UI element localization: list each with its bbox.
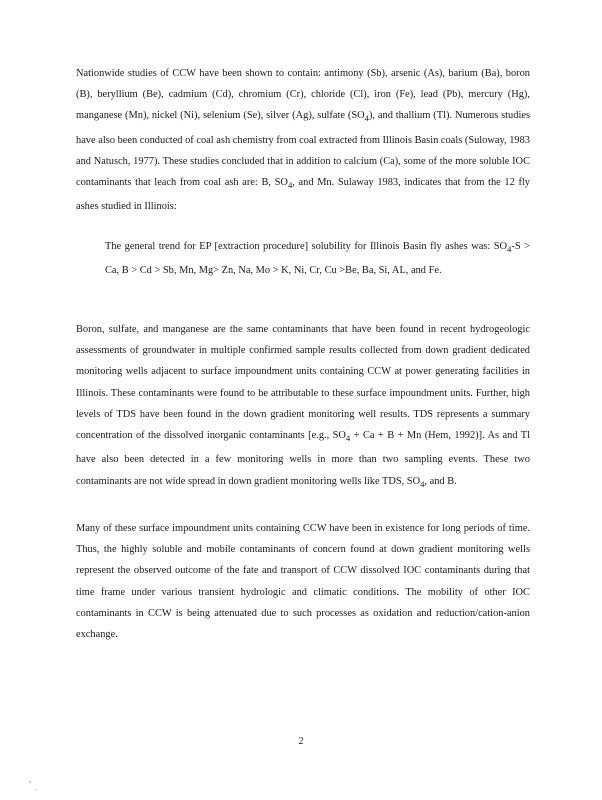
block-quote-ep-solubility: The general trend for EP [extraction procedure] solubility for Illinois Basin fly ashes was: $SO_4-S > Ca$, B > Cd > Sb, Mn, Mg> Zn, Na, Mo > K, Ni, Cr, Cu >Be, Ba, Si, AL, and Fe. <box>105 241 530 277</box>
paragraph-ccw-studies: Nationwide studies of CCW have been shown to contain: antimony (Sb), arsenic (As), barium (Ba), boron (B), beryllium (Be), cadmium (Cd), chromium (Cr), chloride (Cl), iron (Fe), lead (Pb), mercury (Hg), manganese (Mn), nickel (Ni), selenium (Se), silver (Ag), sulfate $(SO_4)$, and thallium (Tl). Numerous studies have also been conducted of coal ash chemistry from coal extracted from Illinois Basin coals (Suloway, 1983 and Natusch, 1977). These studies concluded that in addition to calcium (Ca), some of the more soluble IOC contaminants that leach from coal ash are: B, $SO_4$, and Mn. Sulaway 1983, indicates that from the 12 fly ashes studied in Illinois: <box>76 68 531 213</box>
scan-speck <box>29 781 31 783</box>
scan-speck <box>35 789 36 790</box>
paragraph-groundwater-assessments: Boron, sulfate, and manganese are the same contaminants that have been found in recent hydrogeologic assessments of groundwater in multiple confirmed sample results collected from down gradient dedicated monitoring wells adjacent to surface impoundment units containing CCW at power generating facilities in Illinois. These contaminants were found to be attributable to these surface impoundment units. Further, high levels of TDS have been found in the down gradient monitoring well results. TDS represents a summary concentration of the dissolved inorganic contaminants [e.g., $SO_4 + Ca + B + Mn$ (Hem, 1992)]. As and Tl have also been detected in a few monitoring wells in more than two sampling events. These two contaminants are not wide spread in down gradient monitoring wells like TDS, $SO_4$, and B. <box>76 324 530 489</box>
paragraph-surface-impoundments: Many of these surface impoundment units containing CCW have been in existence for long periods of time. Thus, the highly soluble and mobile contaminants of concern found at down gradient monitoring wells represent the observed outcome of the fate and transport of CCW dissolved IOC contaminants during that time frame under various transient hydrologic and climatic conditions. The mobility of other IOC contaminants in CCW is being attenuated due to such processes as oxidation and reduction/cation-anion exchange. <box>76 523 530 641</box>
page-number: 2 <box>298 736 304 747</box>
